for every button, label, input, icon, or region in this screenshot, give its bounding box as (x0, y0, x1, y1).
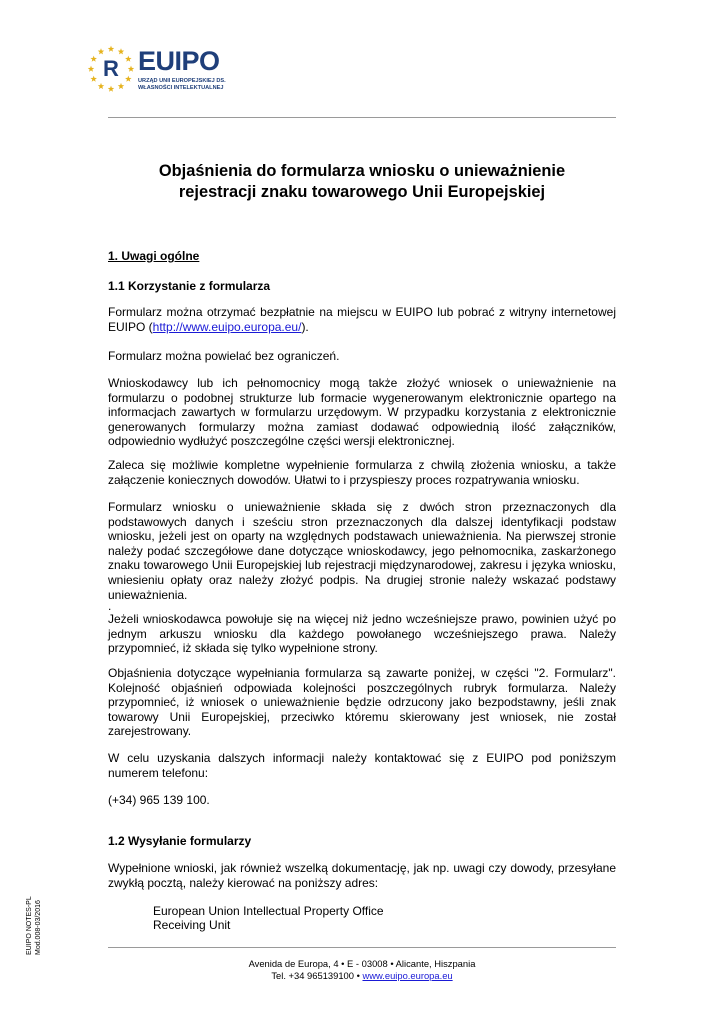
title-line1: Objaśnienia do formularza wniosku o unieważnienie (158, 162, 566, 180)
paragraph-sending-forms: Wypełnione wnioski, jak również wszelką dokumentację, jak np. uwagi czy dowody, przesyłane zwykłą pocztą, należy kierować na poniższy adres: (108, 861, 616, 890)
section1-2-heading: 1.2 Wysyłanie formularzy (108, 834, 252, 848)
logo-star-icon (88, 66, 94, 72)
logo-star-icon (125, 76, 131, 82)
euipo-website-link[interactable]: http://www.euipo.europa.eu/ (152, 319, 302, 334)
address-line2: Receiving Unit (153, 918, 231, 932)
footer-contact (108, 970, 616, 982)
logo-subtitle-line2: WŁASNOŚCI INTELEKTUALNEJ (138, 85, 224, 91)
paragraph-obtain-form (108, 305, 616, 334)
logo-star-icon (108, 46, 114, 52)
paragraph-dot: . (108, 599, 112, 613)
paragraph-contact: W celu uzyskania dalszych informacji należy kontaktować się z EUIPO pod poniższym numerem telefonu: (108, 751, 616, 780)
footer-divider (108, 947, 616, 948)
logo-star-icon (90, 76, 96, 82)
footer-phone: Tel. +34 965139100 • (271, 970, 363, 981)
logo-star-icon (128, 66, 134, 72)
logo-name: EUIPO (138, 46, 220, 76)
paragraph-electronic-forms: Wnioskodawcy lub ich pełnomocnicy mogą także złożyć wniosek o unieważnienie na formularzu o podobnej strukturze lub formacie wygenerowanym elektronicznie opartego na informacjach zawartych w formularzu urzędowym. W przypadku korzystania z elektronicznie generowanych formularzy można zamiast dodawać odpowiednią ilość załączników, odpowiednio wydłużyć poszczególne części wersji elektronicznej. (108, 376, 616, 449)
logo-star-icon (108, 86, 114, 92)
logo-star-icon (118, 48, 124, 54)
side-note-line1: EUIPO NOTES-PL (26, 896, 33, 955)
paragraph-form-structure: Formularz wniosku o unieważnienie składa się z dwóch stron przeznaczonych dla podstawowych danych i sześciu stron przeznaczonych dla dalszej identyfikacji podstaw wniosku, jeżeli jest on oparty na względnych podstawach unieważnienia. Na pierwszej stronie należy podać szczegółowe dane dotyczące wnioskodawcy, jego pełnomocnika, zaskarżonego znaku towarowego Unii Europejskiej lub rejestracji międzynarodowej, zakresu i języka wniosku, wniesieniu opłaty oraz należy złożyć podpis. Na drugiej stronie należy wskazać podstawy unieważnienia. (108, 500, 616, 602)
logo-subtitle-line1: URZĄD UNII EUROPEJSKIEJ DS. (138, 78, 226, 84)
logo-star-icon (118, 83, 124, 89)
paragraph-complete-form: Zaleca się możliwie kompletne wypełnienie formularza z chwilą złożenia wniosku, a także załączenie koniecznych dowodów. Ułatwi to i przyspieszy proces rozpatrywania wniosku. (108, 458, 616, 487)
side-note-line2: Mod.008-03/2016 (34, 900, 42, 955)
footer-address: Avenida de Europa, 4 • E - 03008 • Alicante, Hiszpania (248, 958, 476, 969)
side-document-code (26, 896, 43, 955)
title-line2: rejestracji znaku towarowego Unii Europejskiej (178, 183, 546, 201)
footer (108, 958, 616, 982)
page-title (108, 161, 616, 203)
paragraph-explanations: Objaśnienia dotyczące wypełniania formularza są zawarte poniżej, w części "2. Formularz". Kolejność objaśnień odpowiada kolejności poszczególnych rubryk formularza. Należy przypomnieć, iż wniosek o unieważnienie będzie odrzucony jako bezpodstawny, jeśli znak towarowy Unii Europejskiej, przeciwko któremu skierowany jest wniosek, nie został zarejestrowany. (108, 666, 616, 739)
euipo-logo (86, 42, 276, 98)
logo-star-icon (98, 83, 104, 89)
logo-star-icon (125, 56, 131, 62)
logo-star-icon (90, 56, 96, 62)
logo-letter: R (103, 56, 119, 81)
logo-star-icon (98, 48, 104, 54)
footer-website-link[interactable]: www.euipo.europa.eu (362, 970, 453, 981)
header-divider (108, 117, 616, 118)
star-circle-logo-icon (86, 42, 136, 98)
paragraph-earlier-rights: Jeżeli wnioskodawca powołuje się na więcej niż jedno wcześniejsze prawo, powinien użyć po jednym arkuszu wniosku dla każdego powołanego wcześniejszego prawa. Należy przypomnieć, iż składa się tylko wypełnione strony. (108, 612, 616, 656)
paragraph-copy-form: Formularz można powielać bez ograniczeń. (108, 349, 340, 363)
paragraph-obtain-form-end: ). (301, 319, 309, 334)
section1-1-heading: 1.1 Korzystanie z formularza (108, 279, 271, 293)
section1-heading: 1. Uwagi ogólne (108, 249, 200, 263)
paragraph-obtain-form-text: Formularz można otrzymać bezpłatnie na miejscu w EUIPO lub pobrać z witryny internetowej EUIPO ( (108, 305, 616, 334)
address-line1: European Union Intellectual Property Office (153, 904, 384, 918)
phone-number: (+34) 965 139 100. (108, 793, 210, 807)
